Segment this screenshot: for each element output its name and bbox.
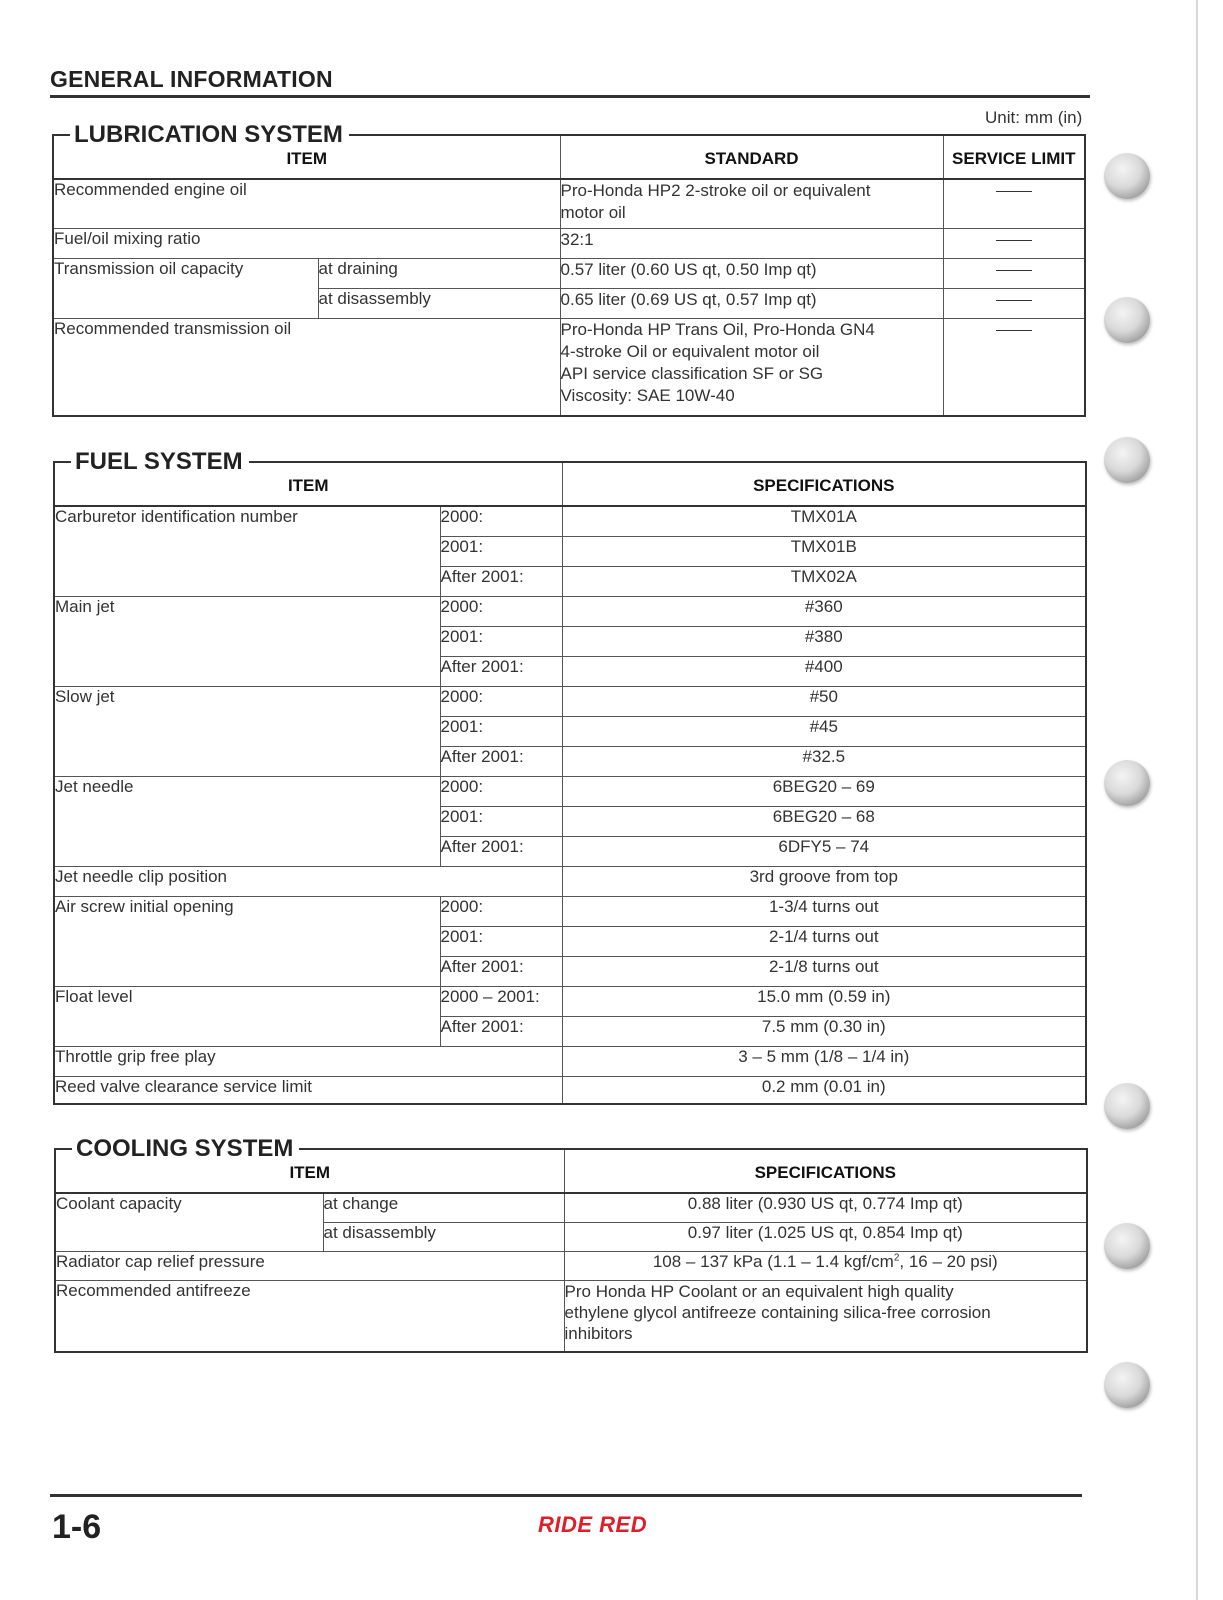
fuel-corner: [53, 461, 69, 477]
item-label: Radiator cap relief pressure: [55, 1251, 564, 1280]
spec-value: 6BEG20 – 68: [562, 806, 1086, 836]
table-row: [54, 596, 1086, 626]
item-label: Jet needle: [54, 776, 440, 866]
table-row: [55, 1251, 1087, 1280]
spec-value: 3rd groove from top: [562, 866, 1086, 896]
condition-label: at disassembly: [318, 288, 560, 318]
spec-superscript: 2: [893, 1251, 900, 1263]
table-row: [54, 1046, 1086, 1076]
col-item-header: ITEM: [53, 135, 560, 179]
spec-value: TMX01A: [562, 506, 1086, 536]
year-label: 2001:: [440, 926, 562, 956]
year-label: After 2001:: [440, 956, 562, 986]
standard-line: Pro-Honda HP Trans Oil, Pro-Honda GN4: [560, 319, 875, 339]
cooling-title: COOLING SYSTEM: [72, 1137, 299, 1161]
standard-value: [560, 179, 943, 228]
table-row: [55, 1193, 1087, 1222]
binder-hole: [1104, 1223, 1150, 1269]
table-row: [54, 686, 1086, 716]
standard-line: Pro-Honda HP2 2-stroke oil or equivalent: [560, 181, 871, 200]
binder-hole: [1104, 760, 1150, 806]
item-label: Main jet: [54, 596, 440, 686]
year-label: After 2001:: [440, 746, 562, 776]
table-row: [53, 258, 1085, 288]
spec-value: 3 – 5 mm (1/8 – 1/4 in): [562, 1046, 1086, 1076]
binder-hole: [1104, 153, 1150, 199]
spec-value: #360: [562, 596, 1086, 626]
standard-line: Viscosity: SAE 10W-40: [560, 385, 735, 405]
fuel-title: FUEL SYSTEM: [71, 450, 249, 474]
year-label: 2001:: [440, 806, 562, 836]
year-label: After 2001:: [440, 1016, 562, 1046]
binder-hole: [1104, 297, 1150, 343]
lubrication-table: [52, 134, 1086, 417]
table-row: [55, 1280, 1087, 1352]
table-row: [53, 318, 1085, 416]
page-number: 1-6: [52, 1508, 102, 1546]
item-label: Air screw initial opening: [54, 896, 440, 986]
spec-value: [564, 1251, 1087, 1280]
spec-value: 2-1/8 turns out: [562, 956, 1086, 986]
spec-value: TMX02A: [562, 566, 1086, 596]
spec-value: TMX01B: [562, 536, 1086, 566]
year-label: After 2001:: [440, 836, 562, 866]
year-label: 2000:: [440, 506, 562, 536]
standard-value: [560, 318, 943, 416]
table-row: [54, 776, 1086, 806]
binder-hole: [1104, 1362, 1150, 1408]
col-item-header: ITEM: [54, 462, 562, 506]
spec-value: 0.97 liter (1.025 US qt, 0.854 Imp qt): [564, 1222, 1087, 1251]
item-label: Float level: [54, 986, 440, 1046]
table-row: [54, 986, 1086, 1016]
standard-line: motor oil: [560, 203, 626, 222]
spec-value: 0.88 liter (0.930 US qt, 0.774 Imp qt): [564, 1193, 1087, 1222]
cooling-corner: [54, 1148, 70, 1164]
col-standard-header: STANDARD: [560, 135, 943, 179]
item-label: Recommended transmission oil: [53, 318, 560, 416]
condition-label: at draining: [318, 258, 560, 288]
year-label: 2001:: [440, 716, 562, 746]
spec-line: Pro Honda HP Coolant or an equivalent high quality: [564, 1281, 954, 1301]
standard-value: 32:1: [560, 228, 943, 258]
service-limit-dash: [943, 179, 1085, 228]
page-edge-line: [1196, 0, 1198, 1600]
item-label: Reed valve clearance service limit: [54, 1076, 562, 1104]
item-label: Slow jet: [54, 686, 440, 776]
binder-hole: [1104, 1083, 1150, 1129]
item-label: Fuel/oil mixing ratio: [53, 228, 560, 258]
table-row: [53, 179, 1085, 228]
item-label: Jet needle clip position: [54, 866, 562, 896]
item-label: Recommended engine oil: [53, 179, 560, 228]
standard-value: 0.65 liter (0.69 US qt, 0.57 Imp qt): [560, 288, 943, 318]
condition-label: at change: [323, 1193, 564, 1222]
service-limit-dash: [943, 288, 1085, 318]
spec-line: ethylene glycol antifreeze containing silica-free corrosion: [564, 1302, 991, 1322]
spec-value: 7.5 mm (0.30 in): [562, 1016, 1086, 1046]
spec-value: 2-1/4 turns out: [562, 926, 1086, 956]
spec-text: 108 – 137 kPa (1.1 – 1.4 kgf/cm: [652, 1251, 894, 1271]
spec-value: #32.5: [562, 746, 1086, 776]
service-limit-dash: [943, 318, 1085, 416]
item-label: Recommended antifreeze: [55, 1280, 564, 1352]
table-row: [54, 1076, 1086, 1104]
item-label: Carburetor identification number: [54, 506, 440, 596]
year-label: 2001:: [440, 626, 562, 656]
year-label: 2000:: [440, 776, 562, 806]
item-label: Coolant capacity: [55, 1193, 323, 1251]
year-label: After 2001:: [440, 566, 562, 596]
col-service-limit-header: SERVICE LIMIT: [943, 135, 1085, 179]
condition-label: at disassembly: [323, 1222, 564, 1251]
spec-value: #50: [562, 686, 1086, 716]
col-item-header: ITEM: [55, 1149, 564, 1193]
table-row: [54, 866, 1086, 896]
cooling-table: [54, 1148, 1088, 1353]
year-label: 2000:: [440, 686, 562, 716]
spec-value: #400: [562, 656, 1086, 686]
year-label: 2000 – 2001:: [440, 986, 562, 1016]
item-label: Transmission oil capacity: [53, 258, 318, 318]
standard-value: 0.57 liter (0.60 US qt, 0.50 Imp qt): [560, 258, 943, 288]
spec-line: inhibitors: [564, 1323, 633, 1343]
table-row: [54, 506, 1086, 536]
spec-value: 6BEG20 – 69: [562, 776, 1086, 806]
table-row: [53, 228, 1085, 258]
lubrication-corner: [52, 134, 68, 150]
spec-value: 0.2 mm (0.01 in): [562, 1076, 1086, 1104]
spec-value: 15.0 mm (0.59 in): [562, 986, 1086, 1016]
unit-note: Unit: mm (in): [985, 108, 1083, 127]
spec-value: [564, 1280, 1087, 1352]
standard-line: 4-stroke Oil or equivalent motor oil: [560, 341, 820, 361]
binder-hole: [1104, 437, 1150, 483]
item-label: Throttle grip free play: [54, 1046, 562, 1076]
table-row: [54, 896, 1086, 926]
brand-logo: RIDE RED: [538, 1512, 648, 1537]
spec-text: , 16 – 20 psi): [899, 1251, 998, 1271]
standard-line: API service classification SF or SG: [560, 363, 824, 383]
fuel-table: [53, 461, 1087, 1105]
spec-value: #380: [562, 626, 1086, 656]
year-label: 2001:: [440, 536, 562, 566]
year-label: 2000:: [440, 596, 562, 626]
service-limit-dash: [943, 228, 1085, 258]
year-label: After 2001:: [440, 656, 562, 686]
service-limit-dash: [943, 258, 1085, 288]
spec-value: 6DFY5 – 74: [562, 836, 1086, 866]
page-title: GENERAL INFORMATION: [50, 66, 1090, 98]
col-specifications-header: SPECIFICATIONS: [564, 1149, 1087, 1193]
footer-rule: [50, 1494, 1082, 1497]
col-specifications-header: SPECIFICATIONS: [562, 462, 1086, 506]
spec-value: #45: [562, 716, 1086, 746]
year-label: 2000:: [440, 896, 562, 926]
spec-value: 1-3/4 turns out: [562, 896, 1086, 926]
lubrication-title: LUBRICATION SYSTEM: [70, 123, 349, 147]
